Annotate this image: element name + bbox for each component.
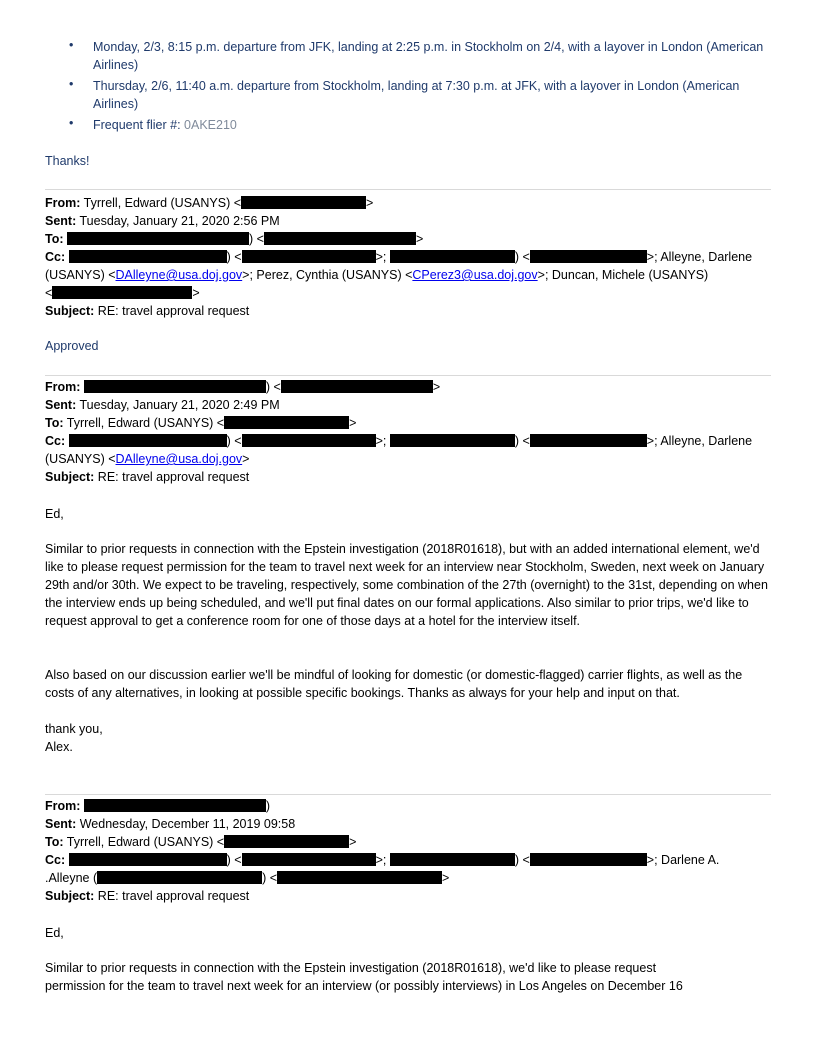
redaction-block [264,232,416,245]
to-line: To: Tyrrell, Edward (USANYS) < > [45,835,357,849]
bullet-dot: • [69,38,74,52]
redaction-block [67,232,249,245]
redaction-block [69,434,227,447]
greeting: Ed, [45,507,64,521]
frequent-flier-number: 0AKE210 [184,118,237,132]
redaction-block [390,250,515,263]
bullet-text: Thursday, 2/6, 11:40 a.m. departure from Stockholm, landing at 7:30 p.m. at JFK, with a layover in London (American Airlines) [93,79,740,111]
subject-line: Subject: RE: travel approval request [45,470,250,484]
redaction-block [241,196,366,209]
bullet-dot: • [69,116,74,130]
divider [45,375,771,376]
greeting: Ed, [45,926,64,940]
subject-line: Subject: RE: travel approval request [45,304,250,318]
signoff: thank you, Alex. [45,722,103,754]
email1-body: Approved [45,339,99,353]
redaction-block [224,835,349,848]
sent-line: Sent: Wednesday, December 11, 2019 09:58 [45,817,296,831]
redaction-block [530,853,647,866]
email-link[interactable]: DAlleyne@usa.doj.gov [115,268,243,282]
from-line: From: ) < > [45,380,441,394]
subject-line: Subject: RE: travel approval request [45,889,250,903]
redaction-block [69,853,227,866]
redaction-block [281,380,433,393]
thanks-text: Thanks! [45,154,90,168]
email2-paragraph-1: Similar to prior requests in connection with the Epstein investigation (2018R01618), but with an added international element, we'd like to please request permission for the team to travel next week for an interview near Stockholm, Sweden, next week on January 29th and/or 30th. We expect to be traveling, respectively, some combination of the 27th (overnight) to the 31st, depending on when the interview ends up being scheduled, and we'll put final dates on our formal applications. Also similar to prior trips, we'd like to request approval to get a conference room for one of those days at a hotel for the interview itself. [45,542,768,628]
bullet-dot: • [69,77,74,91]
divider [45,189,771,190]
email1-header [45,194,771,320]
redaction-block [242,434,376,447]
redaction-block [242,250,376,263]
redaction-block [69,250,227,263]
redaction-block [224,416,349,429]
redaction-block [84,799,266,812]
sent-line: Sent: Tuesday, January 21, 2020 2:49 PM [45,398,280,412]
cc-line-3: < > [45,286,200,300]
email2-paragraph-2: Also based on our discussion earlier we'll be mindful of looking for domestic (or domestic-flagged) carrier flights, as well as the costs of any alternatives, in looking at possible specific bookings. Thanks as always for your help and input on that. [45,668,743,700]
cc-line: Cc: ) < >; ) < >; Alleyne, Darlene [45,434,753,448]
cc-line-2: .Alleyne ( ) < > [45,871,450,885]
email3-paragraph-1: Similar to prior requests in connection with the Epstein investigation (2018R01618), we'd like to please request permission for the team to travel next week for an interview (or possibly interviews) in Los Angeles on December 16 [45,961,683,993]
from-line: From: ) [45,799,271,813]
divider [45,794,771,795]
to-line: To: Tyrrell, Edward (USANYS) < > [45,416,357,430]
redaction-block [277,871,442,884]
sent-line: Sent: Tuesday, January 21, 2020 2:56 PM [45,214,280,228]
bullet-text: Monday, 2/3, 8:15 p.m. departure from JFK, landing at 2:25 p.m. in Stockholm on 2/4, with a layover in London (American Airlines) [93,40,764,72]
from-line: From: Tyrrell, Edward (USANYS) < > [45,196,374,210]
email-link[interactable]: CPerez3@usa.doj.gov [412,268,538,282]
frequent-flier-label: Frequent flier #: [93,118,181,132]
redaction-block [84,380,266,393]
redaction-block [390,853,515,866]
redaction-block [52,286,192,299]
email-link[interactable]: DAlleyne@usa.doj.gov [115,452,243,466]
cc-line: Cc: ) < >; ) < >; Darlene A. [45,853,720,867]
cc-line: Cc: ) < >; ) < >; Alleyne, Darlene [45,250,753,264]
to-line: To: ) < > [45,232,424,246]
email2-header [45,378,771,486]
redaction-block [242,853,376,866]
email3-header [45,797,771,905]
cc-line-2: (USANYS) <DAlleyne@usa.doj.gov>; Perez, Cynthia (USANYS) <CPerez3@usa.doj.gov>; Duncan, Michele (USANYS) [45,268,709,282]
cc-line-2: (USANYS) <DAlleyne@usa.doj.gov> [45,452,250,466]
redaction-block [530,250,647,263]
redaction-block [97,871,262,884]
redaction-block [390,434,515,447]
redaction-block [530,434,647,447]
